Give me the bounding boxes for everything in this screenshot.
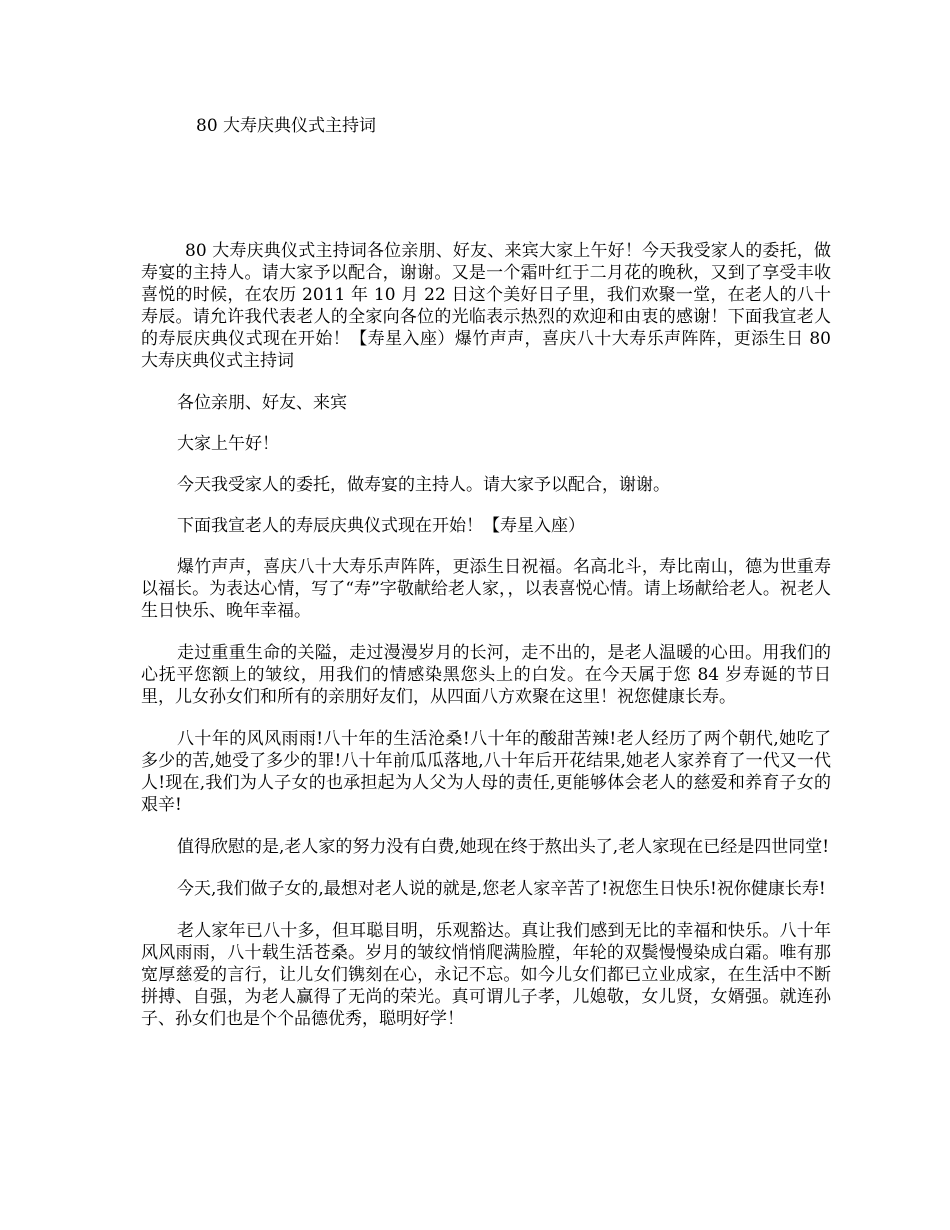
paragraph-firecrackers: 爆竹声声，喜庆八十大寿乐声阵阵，更添生日祝福。名高北斗，寿比南山，德为世重寿以福长。为表达心情，写了“寿”字敬献给老人家，，以表喜悦心情。请上场献给老人。祝老人生日快乐、晚年幸福。 xyxy=(141,557,831,621)
paragraph-host-entrusted: 今天我受家人的委托，做寿宴的主持人。请大家予以配合，谢谢。 xyxy=(177,475,670,495)
paragraph-intro: 80 大寿庆典仪式主持词各位亲朋、好友、来宾大家上午好！今天我受家人的委托，做寿宴的主持人。请大家予以配合，谢谢。又是一个霜叶红于二月花的晚秋，又到了享受丰收喜悦的时候，在农历 2011 年 10 月 22 日这个美好日子里，我们欢聚一堂，在老人的八十寿辰。请允许我代表老人的全家向各位的光临表示热烈的欢迎和由衷的感谢！下面我宣老人的寿辰庆典仪式现在开始！【寿星入座）爆竹声声，喜庆八十大寿乐声阵阵，更添生日 80 大寿庆典仪式主持词 xyxy=(141,241,831,371)
paragraph-today-children: 今天,我们做子女的,最想对老人说的就是,您老人家辛苦了!祝您生日快乐!祝你健康长寿! xyxy=(177,879,826,899)
paragraph-gratified: 值得欣慰的是,老人家的努力没有白费,她现在终于熬出头了,老人家现在已经是四世同堂! xyxy=(177,837,830,857)
paragraph-ceremony-start: 下面我宣老人的寿辰庆典仪式现在开始！【寿星入座） xyxy=(177,516,585,536)
paragraph-eighty-years: 八十年的风风雨雨!八十年的生活沧桑!八十年的酸甜苦辣!老人经历了两个朝代,她吃了多少的苦,她受了多少的罪!八十年前瓜瓜落地,八十年后开花结果,她老人家养育了一代又一代人!现在,我们为人子女的也承担起为人父为人母的责任,更能够体会老人的慈爱和养育子女的艰辛! xyxy=(141,729,831,815)
paragraph-greeting-guests: 各位亲朋、好友、来宾 xyxy=(177,393,347,413)
paragraph-life-passes: 走过重重生命的关隘，走过漫漫岁月的长河，走不出的，是老人温暖的心田。用我们的心抚平您额上的皱纹，用我们的情感染黑您头上的白发。在今天属于您 84 岁寿诞的节日里，儿女孙女们和所有的亲朋好友们，从四面八方欢聚在这里！祝您健康长寿。 xyxy=(141,643,831,707)
document-title: 80 大寿庆典仪式主持词 xyxy=(196,116,377,136)
document-body xyxy=(141,240,831,1050)
paragraph-elder-blessing: 老人家年已八十多，但耳聪目明，乐观豁达。真让我们感到无比的幸福和快乐。八十年风风雨雨，八十载生活苍桑。岁月的皱纹悄悄爬满脸膛，年轮的双鬓慢慢染成白霜。唯有那宽厚慈爱的言行，让儿女们镌刻在心，永记不忘。如今儿女们都已立业成家，在生活中不断拼搏、自强，为老人赢得了无尚的荣光。真可谓儿子孝，儿媳敬，女儿贤，女婿强。就连孙子、孙女们也是个个品德优秀，聪明好学！ xyxy=(141,921,831,1029)
paragraph-good-morning: 大家上午好！ xyxy=(177,434,279,454)
